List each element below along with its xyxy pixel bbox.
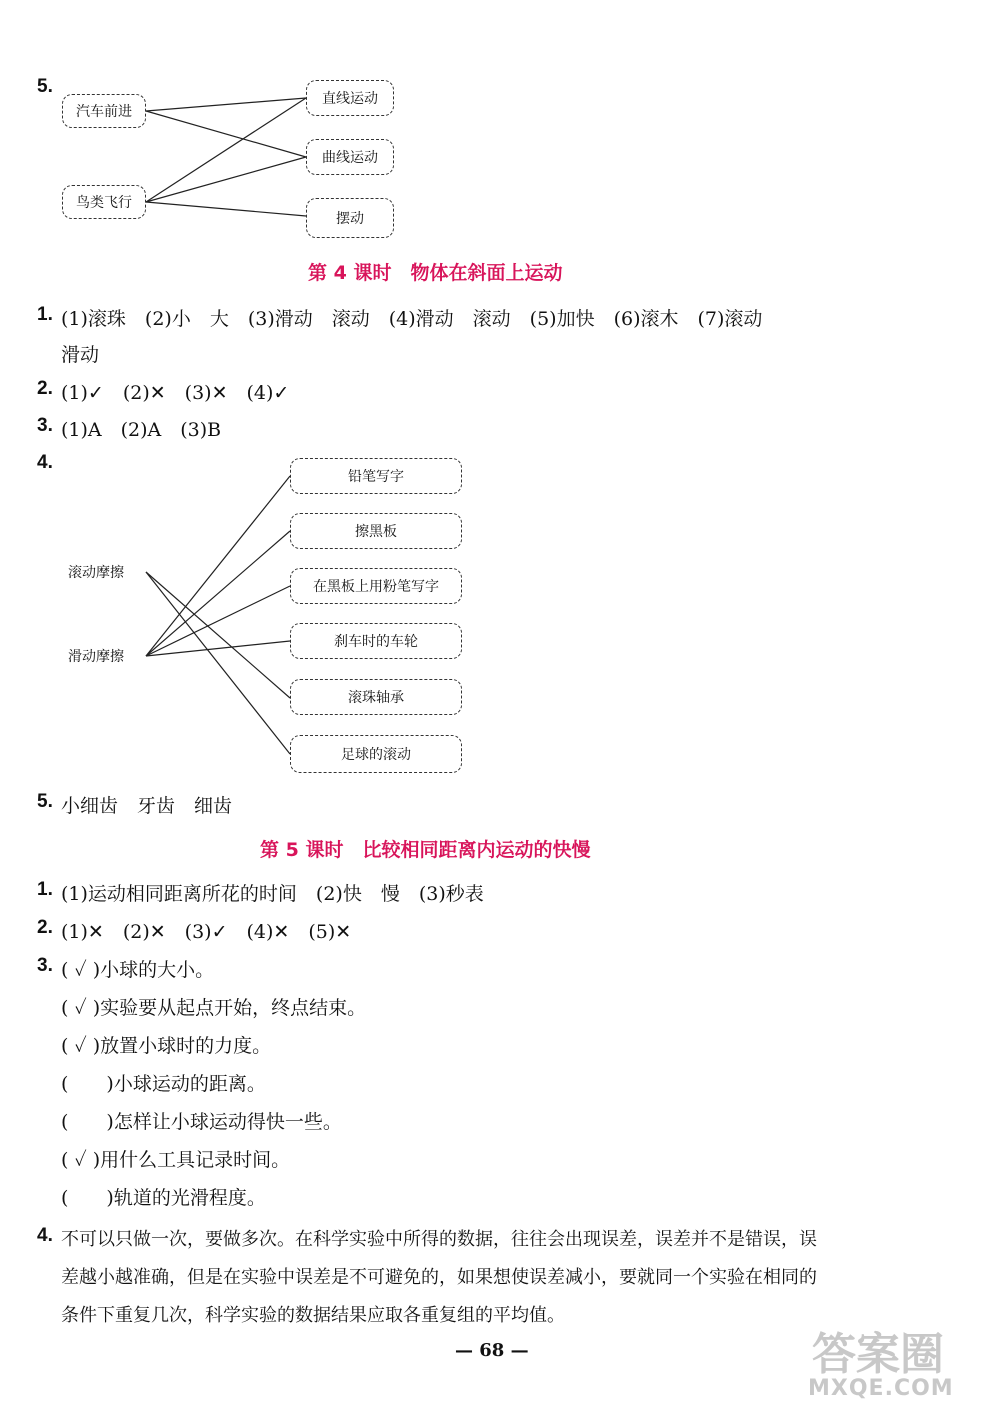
- connector-line: [146, 572, 290, 698]
- l5-q3-item: ( )小球运动的距离。: [61, 1073, 266, 1095]
- match-left-box: 鸟类飞行: [62, 185, 146, 219]
- l4-q5-answer: 小细齿 牙齿 细齿: [61, 795, 233, 817]
- l5-q2-number: 2.: [37, 917, 53, 938]
- watermark-url: MXQE.COM: [808, 1376, 954, 1401]
- watermark-logo: 答案圈: [812, 1329, 944, 1380]
- match-right-box: 曲线运动: [306, 139, 394, 175]
- l5-q1-answer: (1)运动相同距离所花的时间 (2)快 慢 (3)秒表: [61, 883, 484, 905]
- l5-q3-item: ( ✓ )小球的大小。: [61, 959, 215, 981]
- l4-q4-connector-lines: [0, 440, 1000, 780]
- l4-q3-answer: (1)A (2)A (3)B: [61, 419, 222, 441]
- l5-q3-item: ( ✓ )放置小球时的力度。: [61, 1035, 272, 1057]
- l5-q4-answer-line: 差越小越准确，但是在实验中误差是不可避免的，如果想使误差减小，要就同一个实验在相同的: [61, 1267, 817, 1288]
- l4-q1-answer-cont: 滑动: [61, 344, 100, 366]
- connector-line: [146, 531, 290, 656]
- connector-line: [146, 476, 290, 656]
- l5-q2-answer: (1)✕ (2)✕ (3)✓ (4)✕ (5)✕: [61, 921, 352, 943]
- connector-line: [146, 98, 306, 111]
- match-right-box: 滚珠轴承: [290, 679, 462, 715]
- connector-line: [146, 586, 290, 656]
- lesson5-title: 第 5 课时 比较相同距离内运动的快慢: [260, 839, 591, 861]
- connector-line: [146, 202, 306, 216]
- page-number: — 68 —: [455, 1340, 529, 1361]
- l5-q3-number: 3.: [37, 955, 53, 976]
- l4-q1-number: 1.: [37, 304, 53, 325]
- l5-q3-item: ( )怎样让小球运动得快一些。: [61, 1111, 342, 1133]
- match-right-box: 摆动: [306, 198, 394, 238]
- match-right-box: 擦黑板: [290, 513, 462, 549]
- match-right-box: 直线运动: [306, 80, 394, 116]
- l4-q2-answer: (1)✓ (2)✕ (3)✕ (4)✓: [61, 382, 290, 404]
- l5-q3-item: ( ✓ )实验要从起点开始，终点结束。: [61, 997, 367, 1019]
- l4-q4-number: 4.: [37, 452, 53, 473]
- friction-label: 滑动摩擦: [68, 649, 124, 665]
- q5-top-connector-lines: [0, 0, 1000, 260]
- l5-q3-item: ( )轨道的光滑程度。: [61, 1187, 266, 1209]
- l4-q5-number: 5.: [37, 791, 53, 812]
- lesson4-title: 第 4 课时 物体在斜面上运动: [308, 262, 563, 284]
- l4-q3-number: 3.: [37, 415, 53, 436]
- l5-q4-answer-line: 条件下重复几次，科学实验的数据结果应取各重复组的平均值。: [61, 1305, 565, 1326]
- match-right-box: 足球的滚动: [290, 735, 462, 773]
- connector-line: [146, 157, 306, 202]
- l5-q3-item: ( ✓ )用什么工具记录时间。: [61, 1149, 291, 1171]
- connector-line: [146, 572, 290, 754]
- match-left-box: 汽车前进: [62, 94, 146, 128]
- l5-q1-number: 1.: [37, 879, 53, 900]
- l4-q2-number: 2.: [37, 378, 53, 399]
- connector-line: [146, 641, 290, 656]
- l5-q4-answer-line: 不可以只做一次，要做多次。在科学实验中所得的数据，往往会出现误差，误差并不是错误，误: [61, 1229, 817, 1250]
- l4-q1-answer: (1)滚珠 (2)小 大 (3)滑动 滚动 (4)滑动 滚动 (5)加快 (6)滚木 (7)滚动: [61, 308, 763, 330]
- q5-top-number: 5.: [37, 76, 53, 97]
- match-right-box: 刹车时的车轮: [290, 623, 462, 659]
- l5-q4-number: 4.: [37, 1225, 53, 1246]
- match-right-box: 在黑板上用粉笔写字: [290, 568, 462, 604]
- friction-label: 滚动摩擦: [68, 565, 124, 581]
- match-right-box: 铅笔写字: [290, 458, 462, 494]
